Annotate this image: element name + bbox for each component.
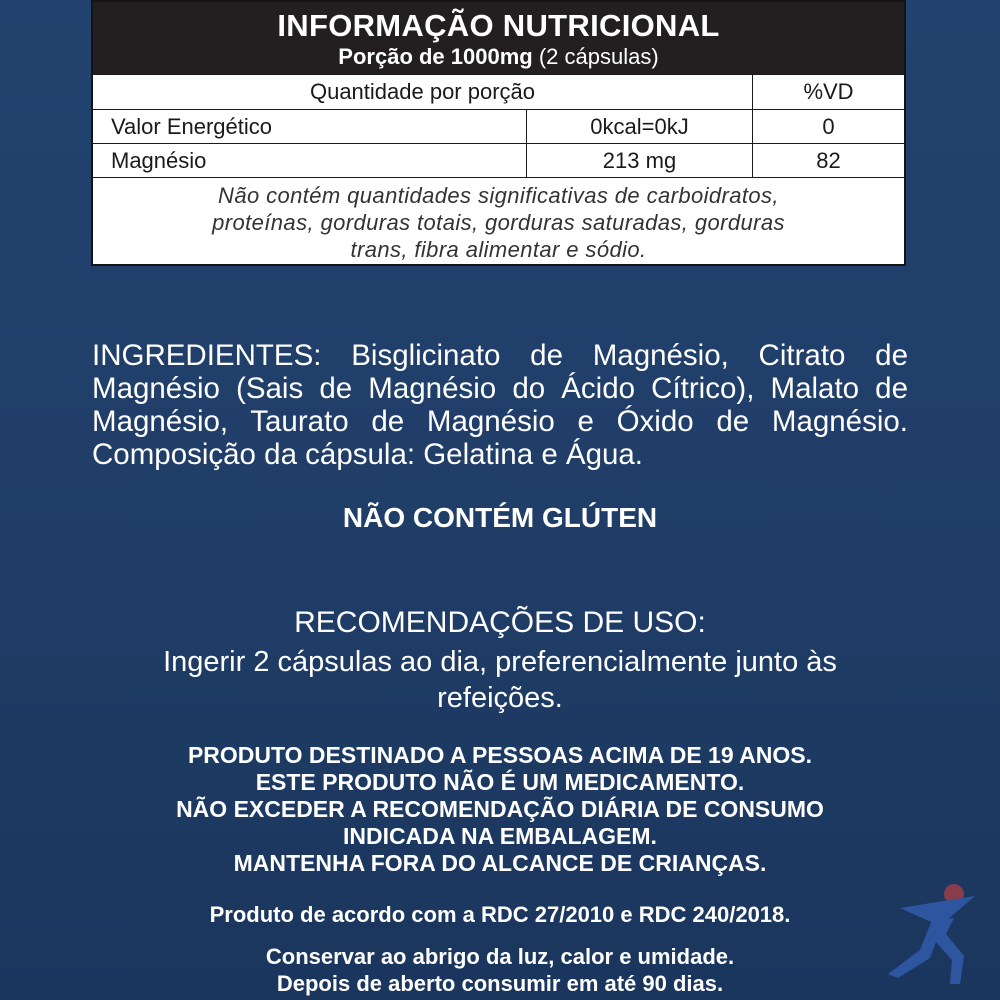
runner-logo-icon xyxy=(880,878,980,988)
ingredients-text: INGREDIENTES: Bisglicinato de Magnésio, Citrato de Magnésio (Sais de Magnésio do Ácido Cítrico), Malato de Magnésio, Taurato de Magnésio e Óxido de Magnésio. Composição da cápsula: Gelatina e Água. xyxy=(92,339,908,471)
footnote-line: Não contém quantidades significativas de carboidratos, xyxy=(218,183,779,208)
nutrition-title: INFORMAÇÃO NUTRICIONAL xyxy=(277,8,720,43)
regulatory-notice: Produto de acordo com a RDC 27/2010 e RDC 240/2018. xyxy=(209,902,791,927)
usage-title: RECOMENDAÇÕES DE USO: xyxy=(294,606,706,639)
nutrient-vd: 82 xyxy=(816,147,841,173)
warning-line: PRODUTO DESTINADO A PESSOAS ACIMA DE 19 ANOS. xyxy=(187,742,813,768)
warning-line: INDICADA NA EMBALAGEM. xyxy=(343,823,657,849)
table-row xyxy=(93,143,904,177)
nutrition-facts-table xyxy=(91,0,906,266)
footnote-line: trans, fibra alimentar e sódio. xyxy=(350,237,647,262)
footnote-line: proteínas, gorduras totais, gorduras saturadas, gorduras xyxy=(212,210,785,235)
nutrient-vd: 0 xyxy=(822,113,835,139)
nutrient-name: Magnésio xyxy=(93,144,527,177)
header-quantity: Quantidade por porção xyxy=(93,75,753,109)
nutrition-footnote xyxy=(93,177,904,263)
portion-size xyxy=(93,44,904,70)
storage-instructions xyxy=(0,943,1000,997)
warning-line: ESTE PRODUTO NÃO É UM MEDICAMENTO. xyxy=(255,769,745,795)
nutrition-column-headers xyxy=(93,74,904,109)
header-vd: %VD xyxy=(803,79,854,104)
storage-line: Conservar ao abrigo da luz, calor e umidade. xyxy=(265,944,735,969)
table-row xyxy=(93,109,904,143)
portion-size-bold: Porção de 1000mg xyxy=(338,44,533,69)
nutrition-header xyxy=(93,2,904,74)
storage-line: Depois de aberto consumir em até 90 dias. xyxy=(276,971,724,996)
nutrient-quantity: 213 mg xyxy=(527,144,753,177)
nutrient-name: Valor Energético xyxy=(93,110,527,143)
portion-size-rest: (2 cápsulas) xyxy=(532,44,659,69)
usage-text: Ingerir 2 cápsulas ao dia, preferencialmente junto às refeições. xyxy=(163,646,837,714)
warning-line: NÃO EXCEDER A RECOMENDAÇÃO DIÁRIA DE CONSUMO xyxy=(176,796,824,822)
nutrient-quantity: 0kcal=0kJ xyxy=(527,110,753,143)
warnings-block xyxy=(0,742,1000,877)
warning-line: MANTENHA FORA DO ALCANCE DE CRIANÇAS. xyxy=(233,850,767,876)
gluten-notice: NÃO CONTÉM GLÚTEN xyxy=(342,502,658,533)
